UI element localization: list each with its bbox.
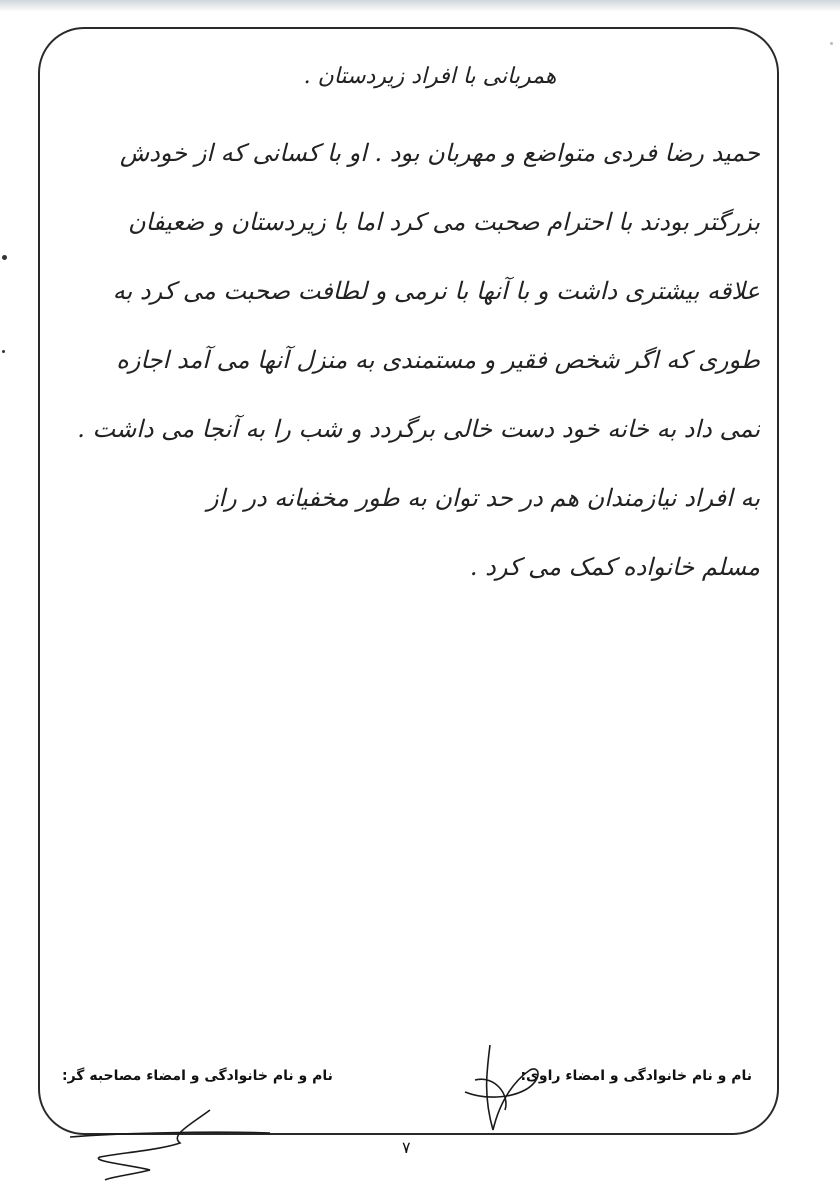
- handwritten-line: بزرگتر بودند با احترام صحبت می کرد اما با زیردستان و ضعیفان: [128, 208, 760, 236]
- narrator-signature-label: نام و نام خانوادگی و امضاء راوی:: [520, 1068, 752, 1084]
- handwritten-line: علاقه بیشتری داشت و با آنها با نرمی و لطافت صحبت می کرد به: [112, 277, 760, 305]
- interviewer-signature-label: نام و نام خانوادگی و امضاء مصاحبه گر:: [62, 1068, 333, 1084]
- handwritten-line: نمی داد به خانه خود دست خالی برگردد و شب را به آنجا می داشت .: [77, 415, 760, 443]
- page-number: ۷: [402, 1138, 411, 1157]
- scan-speck: [830, 42, 833, 45]
- interviewer-signature: [60, 1095, 300, 1185]
- handwritten-title: همربانی با افراد زیردستان .: [303, 64, 557, 89]
- scan-speck: [2, 350, 5, 353]
- narrator-signature: [455, 1040, 555, 1140]
- handwritten-line: طوری که اگر شخص فقیر و مستمندی به منزل آنها می آمد اجازه: [116, 346, 760, 374]
- handwritten-line: حمید رضا فردی متواضع و مهربان بود . او با کسانی که از خودش: [119, 139, 760, 167]
- handwritten-line: به افراد نیازمندان هم در حد توان به طور مخفیانه در راز: [206, 484, 760, 512]
- handwritten-text-block: [60, 55, 760, 602]
- scan-speck: [2, 255, 7, 260]
- scan-edge: [0, 0, 840, 12]
- handwritten-line: مسلم خانواده کمک می کرد .: [469, 553, 760, 581]
